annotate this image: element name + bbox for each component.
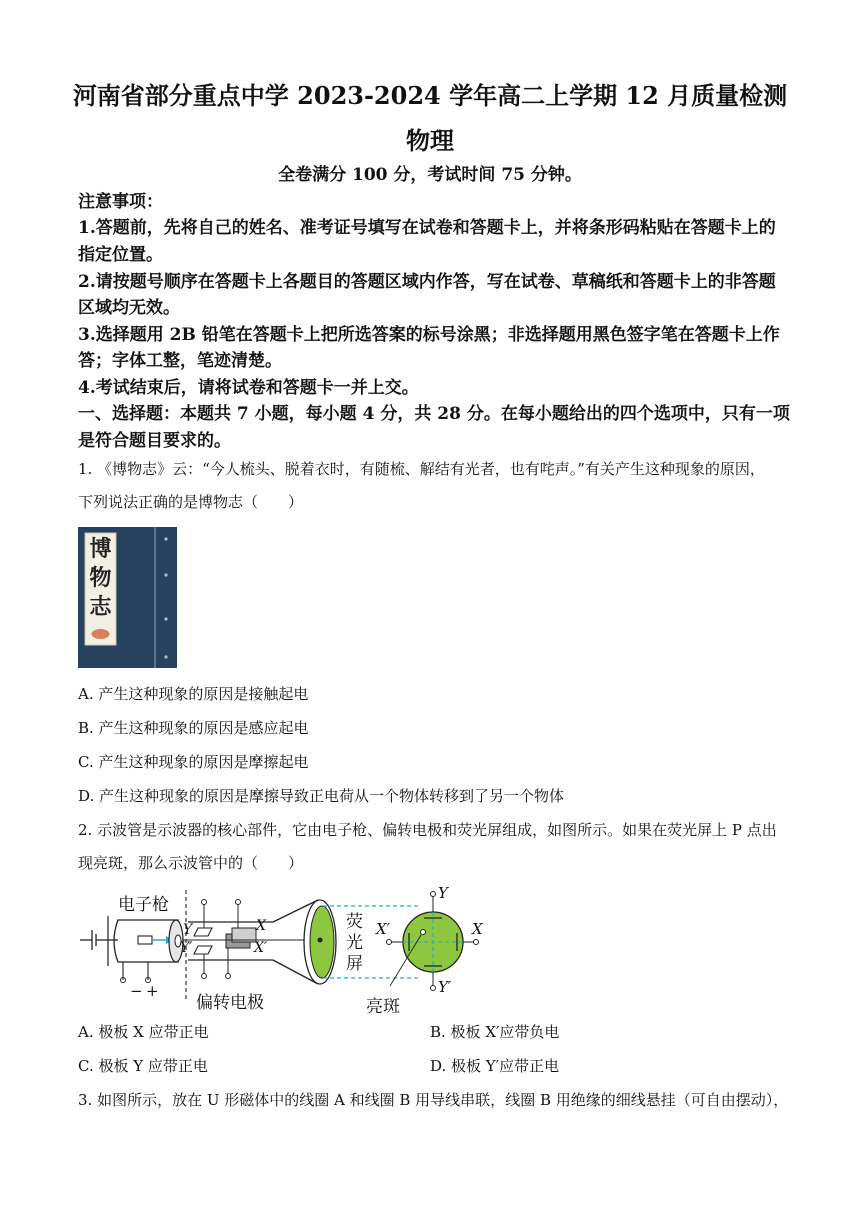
label-x-prime-screen: X′ [376,920,391,938]
question-1-text: 1. 《博物志》云：“今人梳头、脱着衣时，有随梳、解结有光者，也有咤声。”有关产生这种现象的原因， [78,460,765,478]
notice-line: 答；字体工整，笔迹清楚。 [78,351,282,371]
option-d: D. 产生这种现象的原因是摩擦导致正电荷从一个物体转移到了另一个物体 [78,787,565,805]
notice-line: 2.请按题号顺序在答题卡上各题目的答题区域内作答，写在试卷、草稿纸和答题卡上的非答题 [78,272,776,292]
label-y-prime-plate: Y′ [180,940,193,956]
section-heading: 是符合题目要求的。 [78,431,231,451]
book-cover-image [78,527,177,668]
notice-line: 3.选择题用 2B 铅笔在答题卡上把所选答案的标号涂黑；非选择题用黑色签字笔在答题卡上作 [78,325,780,345]
label-electron-gun: 电子枪 [118,895,169,915]
label-screen-char: 荧 [346,912,363,932]
label-x-screen: X [472,920,483,938]
label-y-screen: Y [438,884,448,902]
label-screen-char: 光 [346,933,363,953]
book-label-char: 物 [89,565,112,591]
option-c: C. 极板 Y 应带正电 [78,1057,208,1075]
subject-title: 物理 [406,126,454,155]
question-1-text: 下列说法正确的是博物志（ ） [78,493,304,511]
label-screen [346,912,366,975]
notice-line: 指定位置。 [78,245,163,265]
option-a: A. 极板 X 应带正电 [78,1023,209,1041]
label-y-prime-screen: Y′ [438,978,452,996]
label-y-plate: Y [183,922,193,938]
notice-line: 区域均无效。 [78,298,180,318]
option-b: B. 产生这种现象的原因是感应起电 [78,719,309,737]
label-screen-char: 屏 [346,954,363,974]
book-label-char: 博 [89,536,112,562]
notice-line: 1.答题前，先将自己的姓名、准考证号填写在试卷和答题卡上，并将条形码粘贴在答题卡上的 [78,218,776,238]
label-x-plate: X [256,918,266,934]
section-heading: 一、选择题：本题共 7 小题，每小题 4 分，共 28 分。在每小题给出的四个选项中，只有一项 [78,404,790,424]
question-2-text: 现亮斑，那么示波管中的（ ） [78,854,304,872]
option-d: D. 极板 Y′应带正电 [430,1057,560,1075]
exam-title: 河南省部分重点中学 2023-2024 学年高二上学期 12 月质量检测 [72,81,788,110]
score-info: 全卷满分 100 分，考试时间 75 分钟。 [278,165,582,185]
label-plus: + [146,982,159,1000]
question-2-text: 2. 示波管是示波器的核心部件，它由电子枪、偏转电极和荧光屏组成，如图所示。如果在荧光屏上 P 点出 [78,821,777,839]
option-b: B. 极板 X′应带负电 [430,1023,560,1041]
oscilloscope-figure [78,882,498,1017]
label-bright-spot: 亮斑 [366,997,400,1017]
question-3-text: 3. 如图所示，放在 U 形磁体中的线圈 A 和线圈 B 用导线串联，线圈 B 用绝缘的细线悬挂（可自由摆动）， [78,1091,789,1109]
notice-heading: 注意事项： [78,192,163,212]
option-a: A. 产生这种现象的原因是接触起电 [78,685,309,703]
book-label-char: 志 [89,594,112,620]
option-c: C. 产生这种现象的原因是摩擦起电 [78,753,309,771]
label-x-prime-plate: X′ [254,940,268,956]
label-minus: − [130,982,143,1000]
label-deflection-plates: 偏转电极 [196,993,264,1013]
notice-line: 4.考试结束后，请将试卷和答题卡一并上交。 [78,378,419,398]
